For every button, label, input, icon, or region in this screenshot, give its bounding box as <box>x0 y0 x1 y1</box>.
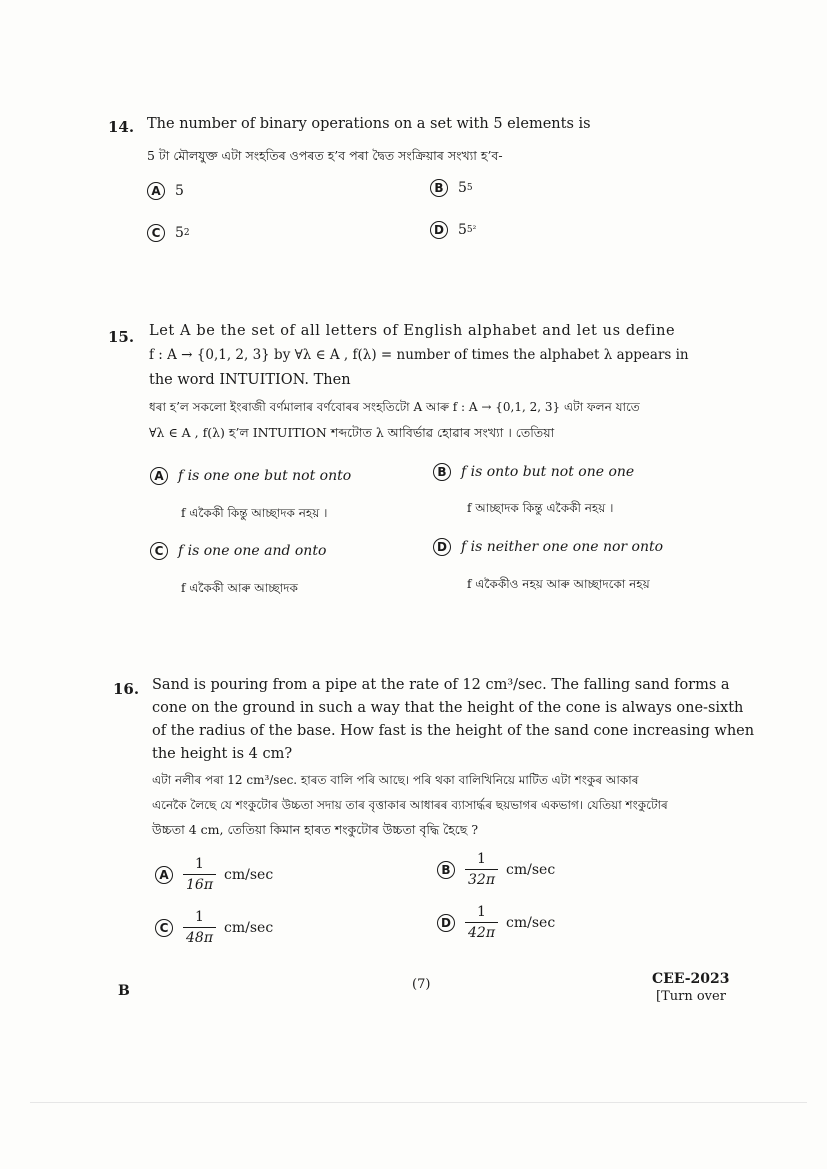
booklet-series: B <box>118 983 130 999</box>
fraction-numerator: 1 <box>477 851 486 867</box>
option-b-base: 5 <box>458 180 467 196</box>
page-number: (7) <box>412 977 431 992</box>
option-b-fraction <box>465 851 498 888</box>
exam-code: CEE-2023 <box>652 971 730 987</box>
option-b-text-en: f is onto but not one one <box>461 464 635 480</box>
fraction-denominator: 32π <box>465 869 498 888</box>
option-c[interactable] <box>147 224 190 242</box>
question-text-as-line2: এনেকৈ লৈছে যে শংকুটোৰ উচ্চতা সদায় তাৰ বৃত্তাকাৰ আধাৰৰ ব্যাসাৰ্দ্ধৰ ছয়ভাগৰ একভাগ। যেতিয়া শংকুটোৰ <box>152 798 668 812</box>
option-d-text-en: f is neither one one nor onto <box>461 539 664 555</box>
option-c-marker: C <box>150 542 168 560</box>
question-number: 16. <box>113 680 140 698</box>
option-c-unit: cm/sec <box>224 919 274 936</box>
option-a-base: 5 <box>175 183 184 199</box>
option-b-marker: B <box>433 463 451 481</box>
option-d-marker: D <box>430 221 448 239</box>
question-text-en-line1: Sand is pouring from a pipe at the rate of 12 cm³/sec. The falling sand forms a <box>152 677 730 693</box>
option-b[interactable] <box>433 463 634 481</box>
question-text-en-line3: the word INTUITION. Then <box>149 372 351 388</box>
option-d-exponent: 5² <box>466 225 477 235</box>
option-d-fraction <box>465 904 498 941</box>
option-d[interactable] <box>430 221 476 239</box>
option-c-exponent: 2 <box>183 228 190 238</box>
option-a[interactable] <box>155 856 273 893</box>
option-a-fraction <box>183 856 216 893</box>
question-number: 15. <box>108 328 135 346</box>
option-c-text-as: f একৈকী আৰু আচ্ছাদক <box>181 581 298 595</box>
option-a-unit: cm/sec <box>224 866 274 883</box>
question-text-en-line1: Let A be the set of all letters of English alphabet and let us define <box>149 323 676 339</box>
option-d-marker: D <box>433 538 451 556</box>
fraction-denominator: 42π <box>465 922 498 941</box>
option-b[interactable] <box>430 179 473 197</box>
question-text-as-line2: ∀λ ∈ A , f(λ) হ’ল INTUITION শব্দটোত λ আবিৰ্ভাৱ হোৱাৰ সংখ্যা । তেতিয়া <box>149 425 555 440</box>
option-c-text-en: f is one one and onto <box>178 543 327 559</box>
option-d-unit: cm/sec <box>506 914 556 931</box>
option-a-marker: A <box>155 866 173 884</box>
question-text-as-line3: উচ্চতা 4 cm, তেতিয়া কিমান হাৰত শংকুটোৰ উচ্চতা বৃদ্ধি হৈছে ? <box>152 822 479 837</box>
option-b[interactable] <box>437 851 555 888</box>
question-text-en-line3: of the radius of the base. How fast is the height of the sand cone increasing when <box>152 723 755 739</box>
option-a-marker: A <box>150 467 168 485</box>
option-b-marker: B <box>430 179 448 197</box>
option-c[interactable] <box>155 909 273 946</box>
question-number: 14. <box>108 118 135 136</box>
option-a-marker: A <box>147 182 165 200</box>
option-c[interactable] <box>150 542 326 560</box>
option-a[interactable] <box>147 182 184 200</box>
question-text-en-line2: cone on the ground in such a way that the height of the cone is always one-sixth <box>152 700 744 716</box>
option-a-text-en: f is one one but not onto <box>178 468 352 484</box>
fraction-numerator: 1 <box>195 856 204 872</box>
option-b-marker: B <box>437 861 455 879</box>
option-d-marker: D <box>437 914 455 932</box>
option-c-base: 5 <box>175 225 184 241</box>
option-d-text-as: f একৈকীও নহয় আৰু আচ্ছাদকো নহয় <box>467 577 650 591</box>
option-d[interactable] <box>437 904 555 941</box>
question-text-as-line1: এটা নলীৰ পৰা 12 cm³/sec. হাৰত বালি পৰি আছে। পৰি থকা বালিখিনিয়ে মাটিত এটা শংকুৰ আকাৰ <box>152 773 639 787</box>
fraction-numerator: 1 <box>477 904 486 920</box>
option-a-text-as: f একৈকী কিন্তু আচ্ছাদক নহয় । <box>181 506 328 520</box>
fraction-numerator: 1 <box>195 909 204 925</box>
option-d-base: 5 <box>458 222 467 238</box>
turn-over-note: [Turn over <box>656 989 726 1004</box>
page-divider <box>30 1102 807 1103</box>
question-text-en-line4: the height is 4 cm? <box>152 746 293 762</box>
option-b-unit: cm/sec <box>506 861 556 878</box>
option-b-text-as: f আচ্ছাদক কিন্তু একৈকী নহয় । <box>467 501 614 515</box>
question-text-en: The number of binary operations on a set with 5 elements is <box>147 116 591 132</box>
fraction-denominator: 48π <box>183 927 216 946</box>
question-text-as-line1: ধৰা হ’ল সকলো ইংৰাজী বৰ্ণমালাৰ বৰ্ণবোৰৰ সংহতিটো A আৰু f : A → {0,1, 2, 3} এটা ফলন যাতে <box>149 400 640 414</box>
question-text-as: 5 টা মৌলযুক্ত এটা সংহতিৰ ওপৰত হ’ব পৰা দ্বৈত সংক্ৰিয়াৰ সংখ্যা হ’ব- <box>147 148 503 163</box>
option-c-fraction <box>183 909 216 946</box>
option-c-marker: C <box>155 919 173 937</box>
option-d[interactable] <box>433 538 663 556</box>
question-text-en-line2: f : A → {0,1, 2, 3} by ∀λ ∈ A , f(λ) = number of times the alphabet λ appears in <box>149 347 689 363</box>
option-b-exponent: 5 <box>466 183 473 193</box>
fraction-denominator: 16π <box>183 874 216 893</box>
option-c-marker: C <box>147 224 165 242</box>
option-a[interactable] <box>150 467 351 485</box>
